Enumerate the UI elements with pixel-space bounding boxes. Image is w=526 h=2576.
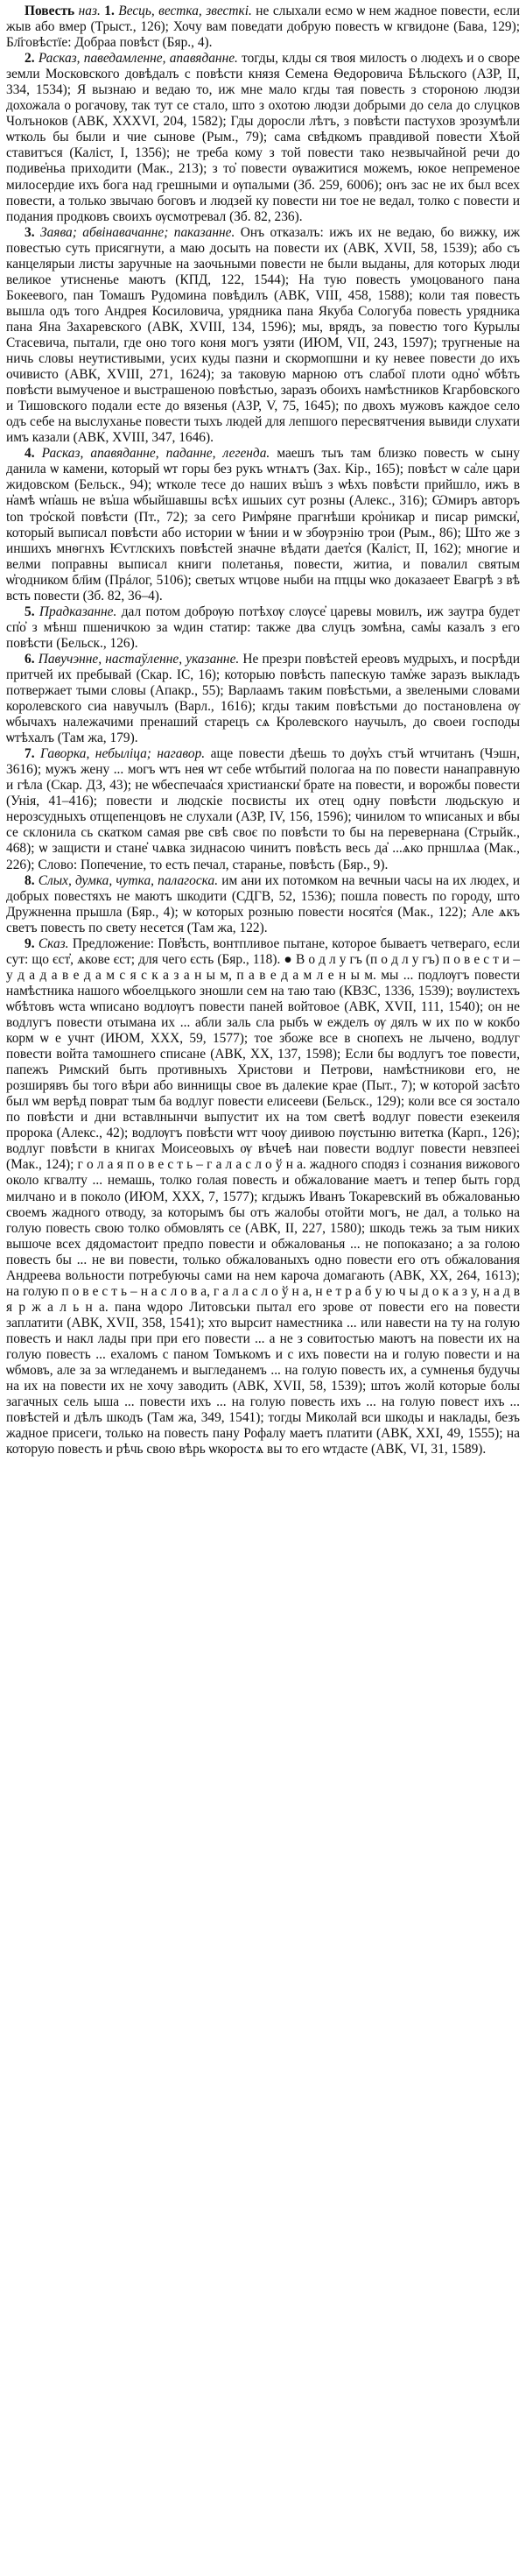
- sense-definition: Расказ, апавяданне, паданне, легенда.: [41, 446, 270, 462]
- sense-citations: Онъ отказалъ: ижъ их не ведаю, бо вижку, иж повестью суть присягнути, а маю досыть на повести их (АВК, XVII, 58, 1539); або съ канцелярыи листы заручные на заочьными повести не были выданы, для которых люди великое утисненье маютъ (КПД, 122, 1544); На тую повесть умоцованого пана Бокеевого, пан Томашъ Рудомина повѣдилъ (АВК, VIII, 458, 1588); коли тая повесть вышла одъ того Андрея Косиловича, урядника пана Якуба Сологуба повесть урядника пана Яна Захаревского (АВК, XVIII, 134, 1596); мы, врядъ, за повестю того Курылы Стасевича, пытали, где оно того коня могъ узяти (ИЮМ, VII, 243, 1597); тругненые на ничь словы неутистивыми, усих куды пазни и скормопшни и ку невее повести до ихъ очивисто (АВК, XVIII, 271, 1624); за таковую марною отъ слабої плоти одно҆ ѡбѣть повѣсти вымученое и выстрашеною повѣстью, заразъ обоихъ намѣстников Кгарбовского и Тишовского подали есте до вязенья (АЗР, V, 75, 1645); по двохъ мужовъ каждое село одъ себе на выслуханье повести тыхъ людей для лепшого пересвятчения вывиди слухати имъ казали (АВК, XVIII, 347, 1646).: [6, 224, 520, 446]
- sense-number: 1.: [104, 4, 115, 18]
- sense-citations: Не презри повѣстей ереовъ мудрыхъ, и посрѣди притчей их пребывай (Скар. IC, 16); которыю повѣсть папескую там҆же заразъ выкладъ потвержает тыми словы (Апакр., 55); Варлаамъ таким повѣстьми, а звелеными словами королевского сиа навучылъ (Варл., 1616); кгды таким повѣстьми до постановлена ѹ ѡбычахъ належачими пренаший старецъ сѧ Кролевского научылъ, до своеи господы ѡтѣхалъ (Там жа, 179).: [6, 651, 520, 746]
- sense-number: 3.: [25, 224, 35, 240]
- sense-citations: им ани их потомком на вечныи часы на их людех, и добрых повестяхъ не маютъ шкодити (СДГВ, 52, 1536); пошла повесть по городу, што Дружненна прышла (Бяр., 4); ѡ которых розныю повести носят҆ся (Мак., 122); Але ѧкъ светъ повесть по свету несется (Там жа, 122).: [6, 872, 520, 935]
- part-of-speech: наз.: [78, 4, 101, 18]
- entry-sense-5: [6, 604, 520, 652]
- sense-number: 6.: [25, 651, 35, 667]
- sense-number: 5.: [25, 603, 35, 619]
- entry-sense-2: [6, 51, 520, 225]
- sense-citations: тогды, клды ся твоя милость о людехъ и о своре земли Московского довѣдалъ с повѣсти князя Семена Ѳедоровича Бѣльского (АЗР, II, 334, 1534); Я вызнаю и ведаю то, иж мне мало кгды тая повесть з стороною людзи дохожала о рогачову, так тут се стало, што з охотою людзи добрыми до села до слуцков Чолъноков (АВК, XXXVI, 204, 1582); Гды доросли лѣтъ, з повѣсти пастухов зрозумѣли ѡтколь бы были и чие сынове (Рым., 79); сама свѣдкомъ правдивой повести Хѣой ставитъся (Каліст, I, 1356); не треба кому з той повести тако незвычайной речи до подиве҆ньа приходити (Мак., 213); з то҆ повести ѹважитися можемъ, юкое непременое милосердие ихъ бога над грешными и ѹпалыми (Зб. 259, 6006); онъ зас не их был всех повести, а только звычаю боговъ и людзей ку повести ни тое не ведал, толко с повести и подания продковъ своихъ ѹсмотревал (Зб. 82, 236).: [6, 51, 520, 224]
- entry-sense-8: [6, 873, 520, 936]
- sense-citations: Предложение: Пов҆ѣсть, вонтпливое пытане, которое бываетъ четвераго, если сут: що єст҆, ѧкове єст; для чего єсть (Бяр., 118). ● В о д л у гъ (п о д л у гъ) п о в е с т и – у д а д а в е д а м с я с к а з а н ы м, п а в е д а м л е н ы м. мы ... подлѹгъ повести намѣстника нашого ѡбоелцького зношли сем на таю таю (КВЗС, 1336, 1539); вѹлистехъ ѡбѣтовъ ѡста ѡписано водлѹгъ повести паней войтовое (АВК, XVII, 111, 1540); он не водлугъ повести отымана их ... абли заль сла рыбъ ѡ ежделъ ѹ дялъ ѡ их по ѡ кокбо корм ѡ е учнт (ИЮМ, XXX, 59, 1577); тое збоже все в снопехъ не лычено, водлуг повести войта тамошнего списане (АВК, XX, 137, 1598); Если бы водлугъ тое повести, папежъ Римский быть противныхъ Христови и Петрови, намѣстникови его, не розширявъ бы того вѣри або виннищы свое въ далекие крае (Пыт., 7); ѡ которой засѣто был ѡм верѣд поврат тым ба водлуг повести елисееви (Бельск., 129); коли все ся зостало по повѣсти и дни вставлнынчи выпустит их на том светѣ водлуг повести езекеиля пророка (Алекс., 42); водлѹгъ повѣсти ѡтт чоѹ диивою пѹстыню витетка (Карп., 126); водлуг повѣсти в книгах Моисеовыхъ ѹ вѣчеѣ наи повести водлуг повести невзпееі (Мак., 124); г о л а я п о в е с т ь – г а л а с л о ў н а. жадного сподяз і сознания вижового около кгвалту ... немашь, толко голая повесть и обжалование маетъ и тепер быть горд милчано и в поколо (ИЮМ, XXX, 7, 1577); кгдыжъ Иванъ Токаревский въ обжалованью своемъ жадного отводу, за которымъ бы отъ жалобы отойти могъ, не дал, а только на голую повесть свою толко обмовлять се (АВК, II, 227, 1580); шкодь тежь за тым никих вышоче всех дядомастоит предпо повести и обжалованья ... не попоказано; а за голою повесть бы ... не ви повести, только обжалованыхъ одно повести его отъ обжалования Андреева вольности потребуючы сами на нем кароча домагають (АВК, XX, 264, 1613); на голую п о в е с т ь – н а с л о в а, г а л а с л о ў н а, н е т р а б у ю ч ы д о к а з у, н а д в я р ж а л ь н а. пана ѡдоро Литовськи пытал его зрове от повести его на повести заплатити (АВК, XVII, 358, 1541); хто вырсит наместника ... или навести на ту на голую повесть и накл лады при при его повести ... а не з совитостью маютъ на повести их на голую повесть ... ехаломъ с паном Томъкомъ и с ихъ повести на и голую повести и на ѡбмовъ, але за за ѡгледанемъ и выгледанемъ ... на голую повесть их, а сумненья будучы на их на повести их не хочу заводить (АВК, XVII, 58, 1539); штоъ жолй которые болы загачных сель ыша ... повести ихъ ... на голую повесть ихъ ... на голую повест ихъ ... повѣстей и дѣлъ шкодъ (Там жа, 349, 1541); тогды Миколай вси шкоды и наклады, безъ жадное присеги, только на повесть пану Рофалу маетъ платити (АВК, XXI, 49, 1555); на которую повесть и рѣчь свою вѣрь ѡкоростѧ вы то его ѡтдасте (АВК, VI, 31, 1589).: [6, 935, 521, 1457]
- sense-number: 4.: [25, 446, 35, 462]
- entry-sense-6: [6, 652, 520, 746]
- entry-sense-3: [6, 225, 520, 447]
- headword: Повесть: [25, 4, 75, 18]
- sense-definition: Заява; абвінавачанне; паказанне.: [39, 224, 235, 240]
- sense-definition: Весць, вестка, звесткі.: [118, 4, 252, 18]
- sense-definition: Гаворка, небыліца; нагавор.: [40, 746, 206, 762]
- sense-number: 2.: [25, 51, 35, 67]
- entry-sense-1: [6, 4, 520, 51]
- entry-sense-9: [6, 936, 520, 1458]
- sense-definition: Павучэнне, настаўленне, указанне.: [38, 651, 240, 667]
- sense-number: 8.: [25, 872, 35, 888]
- sense-number: 7.: [25, 746, 35, 762]
- sense-citations: дал потом добрѹю потѣхѹ слѹсе҆ царевы мовилъ, иж заутра будет сп҆о҆ з мѣнш пшеничкою за ѡдин статир: также два слуцъ зомѣна, сам҆ы казалъ з его повѣсти (Бельск., 126).: [6, 603, 520, 651]
- sense-definition: Расказ, паведамленне, апавяданне.: [38, 51, 238, 67]
- sense-citations: аще повести дѣешь то дѹ҆хъ стъй ѡтчитанъ (Чэшн, 3616); мужъ жену ... могъ ѡтъ нея ѡт себе ѡтбытий пологаа на по повести нанаправную и гѣла (Скар. ДЗ, 43); не ѡбеспечаа҆ся христиански҆ брате на повести, и ворожбы повести (Унія, 41–416); повести и людскіе посвисты их отец одну повѣсти людьскую и нерозсудныхъ отщепенцовъ не слухали (АЗР, IV, 156, 1596); чинилом то ѡписаных и вбы се склонила сь скатком самая рве свѣ своє по повѣсти то бы на перевернана (Стрыйк., 468); ѡ защисти и стане҆ чѧвка зиднасою чинитъ повѣсть весь да҆ ...ѧко прншлѧа (Мак., 226); Слово: Попечение, то есть печал, старанье, повѣсть (Бяр., 9).: [6, 746, 520, 872]
- sense-definition: Сказ.: [38, 935, 69, 951]
- sense-definition: Слых, думка, чутка, палагоска.: [38, 872, 219, 888]
- sense-citations: маешъ тыъ там близко повесть ѡ сыну данила ѡ камени, который ѡт горы без рукъ ѡтнѧтъ (Зах. Кір., 165); повѣст ѡ са҆ле цари жидовском (Бельск., 94); ѡтколе тесе до наших въ҆шъ з ѡѣхъ повѣсти прийшло, ижъ в н҆амѣ ѡп҆ашь не въ҆ша ѡбыйшавшы всѣх ишыих сут розны (Алекс., 316); Ѡмиръ авторъ ton тро҆ской повѣсти (Пт., 72); за сего Рим҆ряне прагнѣши кро҆никар и писар римски҆, который выписал повѣсти або истории ѡ ѣнии и ѡ збѹрэнію трои (Рым., 86); Што же з иншихъ мнѳгнхъ Ѥѵглскихъ повѣстей значне вѣдати дает҆ся (Каліст, II, 162); многие и велми поправны выписал книги полетанья, повести, житиа, и повалил святым ѡ҆годником бл҃им (Прáлог, 5106); светых ѡтцове ныби на пҵцы ѡко доказаеет Евагрѣ з вѣ всть повести (Зб. 82, 36–4).: [6, 446, 520, 603]
- sense-citations: не слыхали есмо ѡ нем жадное повести, если жыв або вмер (Трыст., 126); Хочу вам поведати добрую повесть ѡ кгвидоне (Бава, 129); Бл҃говѣстїе: Добраа повѣст (Бяр., 4).: [6, 4, 520, 51]
- sense-number: 9.: [25, 935, 35, 951]
- sense-definition: Прадказанне.: [39, 603, 117, 619]
- entry-sense-4: [6, 446, 520, 603]
- entry-sense-7: [6, 746, 520, 872]
